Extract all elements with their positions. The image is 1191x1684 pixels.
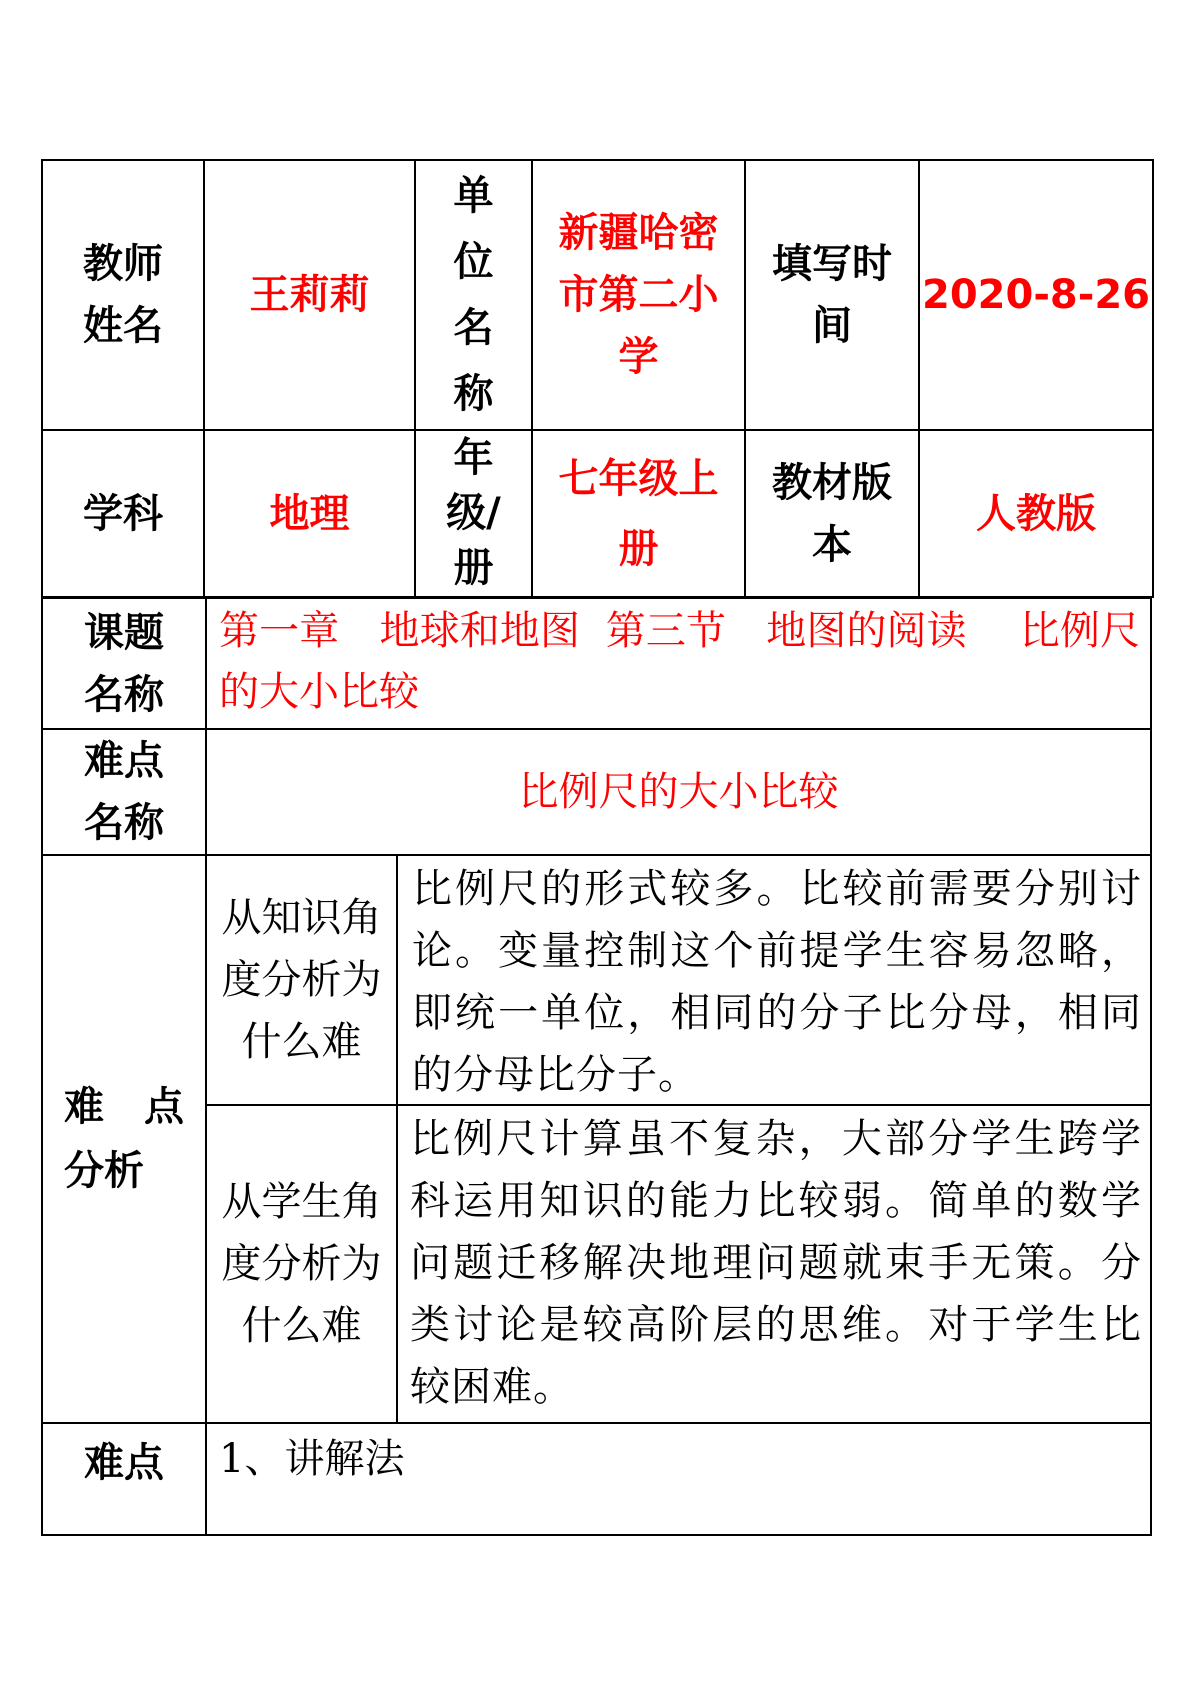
topic-value: 第一章 地球和地图 第三节 地图的阅读 比例尺的大小比较 xyxy=(219,608,1140,715)
grade: 七年级上 册 xyxy=(558,455,719,572)
teacher-name: 王莉莉 xyxy=(249,272,370,318)
method-row xyxy=(41,1422,1152,1536)
teacher-name-label: 教师 姓名 xyxy=(83,241,163,349)
knowledge-angle-label: 从知识角 度分析为 什么难 xyxy=(221,895,382,1065)
subject-cell xyxy=(204,430,415,597)
date-cell xyxy=(919,160,1153,430)
grade-label-cell xyxy=(415,430,532,597)
grade-label: 年 级/ 册 xyxy=(446,435,501,591)
analysis-row xyxy=(41,854,1152,1424)
knowledge-angle-text: 比例尺的形式较多。比较前需要分别讨论。变量控制这个前提学生容易忽略，即统一单位，相同的分子比分母，相同的分母比分子。 xyxy=(412,866,1142,1098)
unit-name-cell xyxy=(532,160,745,430)
subject: 地理 xyxy=(269,490,350,537)
edition-label: 教材版 本 xyxy=(772,459,892,568)
teacher-name-label-cell xyxy=(42,160,204,430)
edition: 人教版 xyxy=(976,490,1096,537)
grade-cell xyxy=(532,430,745,597)
teacher-name-cell xyxy=(204,160,415,430)
topic-label: 课题 名称 xyxy=(84,609,164,718)
edition-label-cell xyxy=(745,430,919,597)
fill-date: 2020-8-26 xyxy=(921,272,1151,318)
difficulty-row xyxy=(41,728,1152,856)
subject-label-cell xyxy=(42,430,204,597)
subject-label: 学科 xyxy=(83,490,163,537)
edition-cell xyxy=(919,430,1153,597)
info-table xyxy=(41,159,1154,598)
topic-row xyxy=(41,597,1152,730)
unit-label: 单 位 名 称 xyxy=(453,173,494,417)
student-angle-label: 从学生角 度分析为 什么难 xyxy=(221,1179,382,1349)
unit-label-cell xyxy=(415,160,532,430)
difficulty-value: 比例尺的大小比较 xyxy=(518,769,839,815)
analysis-label: 难 点 分析 xyxy=(64,1084,184,1194)
method-value: 1、讲解法 xyxy=(219,1436,405,1482)
difficulty-label: 难点 名称 xyxy=(84,738,164,846)
date-label-cell xyxy=(745,160,919,430)
unit-name: 新疆哈密 市第二小 学 xyxy=(558,210,719,380)
student-angle-text: 比例尺计算虽不复杂，大部分学生跨学科运用知识的能力比较弱。简单的数学问题迁移解决地理问题就束手无策。分类讨论是较高阶层的思维。对于学生比较困难。 xyxy=(410,1116,1142,1410)
method-label: 难点 xyxy=(84,1440,164,1486)
date-label: 填写时 间 xyxy=(772,241,892,349)
